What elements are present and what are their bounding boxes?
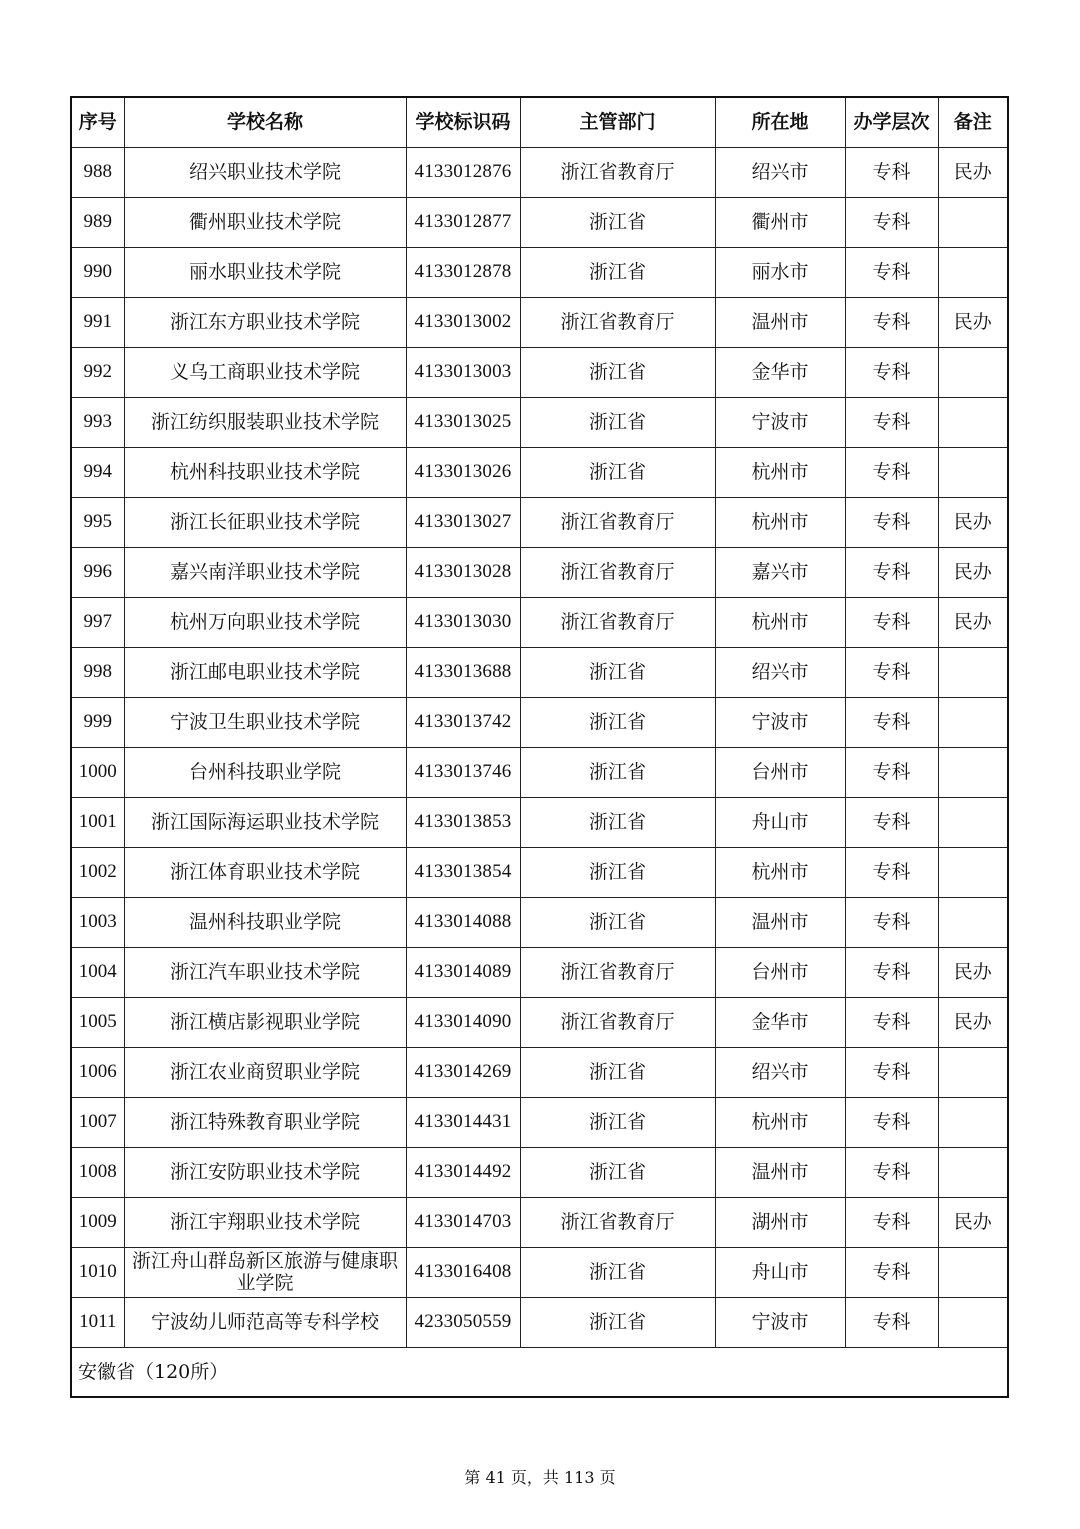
cell-index: 994 [71, 447, 124, 497]
cell-location: 温州市 [715, 297, 845, 347]
cell-location: 嘉兴市 [715, 547, 845, 597]
cell-school-code: 4233050559 [406, 1297, 520, 1347]
cell-department: 浙江省 [520, 847, 715, 897]
cell-remarks [938, 847, 1008, 897]
section-row [71, 1347, 1008, 1397]
header-level: 办学层次 [845, 97, 938, 147]
cell-school-name: 台州科技职业学院 [124, 747, 406, 797]
cell-school-name: 浙江邮电职业技术学院 [124, 647, 406, 697]
cell-department: 浙江省 [520, 697, 715, 747]
cell-school-name: 义乌工商职业技术学院 [124, 347, 406, 397]
cell-remarks: 民办 [938, 497, 1008, 547]
cell-department: 浙江省 [520, 1097, 715, 1147]
cell-location: 绍兴市 [715, 147, 845, 197]
cell-school-name: 浙江汽车职业技术学院 [124, 947, 406, 997]
cell-index: 999 [71, 697, 124, 747]
cell-location: 温州市 [715, 897, 845, 947]
cell-department: 浙江省 [520, 247, 715, 297]
table-row [71, 997, 1008, 1047]
page-footer: 第 41 页，共 113 页 [464, 1468, 616, 1487]
cell-remarks [938, 747, 1008, 797]
table-row [71, 847, 1008, 897]
table-row [71, 1097, 1008, 1147]
table-row [71, 947, 1008, 997]
table-row [71, 1297, 1008, 1347]
cell-index: 992 [71, 347, 124, 397]
cell-location: 宁波市 [715, 697, 845, 747]
table-row [71, 447, 1008, 497]
cell-level: 专科 [845, 1247, 938, 1297]
cell-department: 浙江省 [520, 797, 715, 847]
cell-school-name: 温州科技职业学院 [124, 897, 406, 947]
table-row [71, 597, 1008, 647]
cell-level: 专科 [845, 1197, 938, 1247]
cell-remarks [938, 697, 1008, 747]
header-school-name: 学校名称 [124, 97, 406, 147]
header-remarks: 备注 [938, 97, 1008, 147]
table-row [71, 397, 1008, 447]
table-row [71, 1247, 1008, 1297]
cell-index: 997 [71, 597, 124, 647]
cell-level: 专科 [845, 497, 938, 547]
cell-level: 专科 [845, 1047, 938, 1097]
table-row [71, 547, 1008, 597]
cell-school-code: 4133013854 [406, 847, 520, 897]
cell-location: 绍兴市 [715, 647, 845, 697]
cell-school-code: 4133013853 [406, 797, 520, 847]
cell-location: 金华市 [715, 347, 845, 397]
cell-location: 丽水市 [715, 247, 845, 297]
table-row [71, 897, 1008, 947]
cell-index: 1006 [71, 1047, 124, 1097]
table-row [71, 1197, 1008, 1247]
cell-location: 台州市 [715, 747, 845, 797]
cell-school-name: 浙江舟山群岛新区旅游与健康职业学院 [124, 1247, 406, 1297]
cell-index: 1011 [71, 1297, 124, 1347]
cell-department: 浙江省 [520, 1047, 715, 1097]
cell-school-code: 4133013002 [406, 297, 520, 347]
cell-school-code: 4133013688 [406, 647, 520, 697]
cell-department: 浙江省 [520, 1247, 715, 1297]
table-row [71, 647, 1008, 697]
cell-level: 专科 [845, 997, 938, 1047]
cell-remarks: 民办 [938, 547, 1008, 597]
table-row [71, 1047, 1008, 1097]
cell-department: 浙江省教育厅 [520, 297, 715, 347]
cell-school-name: 宁波幼儿师范高等专科学校 [124, 1297, 406, 1347]
cell-location: 金华市 [715, 997, 845, 1047]
section-label: 安徽省（120所） [71, 1347, 1008, 1397]
cell-school-code: 4133012876 [406, 147, 520, 197]
cell-level: 专科 [845, 1147, 938, 1197]
header-location: 所在地 [715, 97, 845, 147]
cell-index: 1009 [71, 1197, 124, 1247]
cell-department: 浙江省教育厅 [520, 497, 715, 547]
cell-school-name: 浙江体育职业技术学院 [124, 847, 406, 897]
cell-school-code: 4133014703 [406, 1197, 520, 1247]
cell-remarks [938, 897, 1008, 947]
table-row [71, 247, 1008, 297]
cell-remarks [938, 1297, 1008, 1347]
cell-location: 杭州市 [715, 1097, 845, 1147]
cell-index: 988 [71, 147, 124, 197]
cell-index: 1007 [71, 1097, 124, 1147]
cell-school-name: 丽水职业技术学院 [124, 247, 406, 297]
cell-level: 专科 [845, 597, 938, 647]
cell-remarks: 民办 [938, 947, 1008, 997]
cell-school-name: 绍兴职业技术学院 [124, 147, 406, 197]
cell-school-name: 浙江国际海运职业技术学院 [124, 797, 406, 847]
table-row [71, 347, 1008, 397]
table-row [71, 747, 1008, 797]
table-row [71, 197, 1008, 247]
cell-remarks [938, 647, 1008, 697]
cell-level: 专科 [845, 697, 938, 747]
cell-remarks [938, 197, 1008, 247]
cell-department: 浙江省教育厅 [520, 147, 715, 197]
cell-remarks [938, 1247, 1008, 1297]
cell-level: 专科 [845, 747, 938, 797]
cell-school-code: 4133014269 [406, 1047, 520, 1097]
cell-index: 996 [71, 547, 124, 597]
cell-school-code: 4133013030 [406, 597, 520, 647]
cell-index: 1001 [71, 797, 124, 847]
cell-department: 浙江省 [520, 197, 715, 247]
cell-school-name: 浙江宇翔职业技术学院 [124, 1197, 406, 1247]
school-list-table [70, 96, 1009, 1398]
table-row [71, 497, 1008, 547]
cell-location: 舟山市 [715, 1247, 845, 1297]
cell-school-name: 浙江特殊教育职业学院 [124, 1097, 406, 1147]
cell-remarks: 民办 [938, 597, 1008, 647]
cell-remarks: 民办 [938, 297, 1008, 347]
cell-remarks [938, 1047, 1008, 1097]
cell-department: 浙江省教育厅 [520, 947, 715, 997]
cell-level: 专科 [845, 347, 938, 397]
cell-school-name: 浙江横店影视职业学院 [124, 997, 406, 1047]
cell-school-name: 浙江农业商贸职业学院 [124, 1047, 406, 1097]
header-department: 主管部门 [520, 97, 715, 147]
cell-school-name: 嘉兴南洋职业技术学院 [124, 547, 406, 597]
cell-remarks [938, 397, 1008, 447]
cell-index: 1005 [71, 997, 124, 1047]
cell-remarks [938, 447, 1008, 497]
cell-index: 1010 [71, 1247, 124, 1297]
cell-location: 台州市 [715, 947, 845, 997]
cell-remarks [938, 247, 1008, 297]
cell-school-code: 4133014089 [406, 947, 520, 997]
cell-index: 993 [71, 397, 124, 447]
cell-remarks: 民办 [938, 147, 1008, 197]
cell-level: 专科 [845, 297, 938, 347]
cell-department: 浙江省 [520, 1297, 715, 1347]
table-row [71, 697, 1008, 747]
cell-index: 1008 [71, 1147, 124, 1197]
cell-location: 温州市 [715, 1147, 845, 1197]
cell-remarks [938, 797, 1008, 847]
table-row [71, 1147, 1008, 1197]
cell-index: 1002 [71, 847, 124, 897]
cell-remarks [938, 1097, 1008, 1147]
cell-location: 杭州市 [715, 597, 845, 647]
header-index: 序号 [71, 97, 124, 147]
cell-level: 专科 [845, 897, 938, 947]
cell-level: 专科 [845, 847, 938, 897]
cell-location: 绍兴市 [715, 1047, 845, 1097]
cell-index: 990 [71, 247, 124, 297]
cell-school-code: 4133012878 [406, 247, 520, 297]
cell-school-code: 4133014492 [406, 1147, 520, 1197]
cell-remarks: 民办 [938, 1197, 1008, 1247]
cell-school-name: 衢州职业技术学院 [124, 197, 406, 247]
table-row [71, 797, 1008, 847]
cell-location: 湖州市 [715, 1197, 845, 1247]
cell-location: 杭州市 [715, 447, 845, 497]
cell-index: 1000 [71, 747, 124, 797]
cell-level: 专科 [845, 947, 938, 997]
table-header-row [71, 97, 1008, 147]
cell-department: 浙江省教育厅 [520, 547, 715, 597]
cell-school-code: 4133013025 [406, 397, 520, 447]
cell-index: 1004 [71, 947, 124, 997]
cell-location: 杭州市 [715, 847, 845, 897]
cell-school-name: 浙江安防职业技术学院 [124, 1147, 406, 1197]
cell-location: 杭州市 [715, 497, 845, 547]
cell-school-name: 浙江纺织服装职业技术学院 [124, 397, 406, 447]
cell-level: 专科 [845, 447, 938, 497]
cell-level: 专科 [845, 247, 938, 297]
cell-level: 专科 [845, 1097, 938, 1147]
cell-location: 宁波市 [715, 1297, 845, 1347]
cell-location: 衢州市 [715, 197, 845, 247]
cell-school-code: 4133016408 [406, 1247, 520, 1297]
table-body [71, 147, 1008, 1397]
cell-level: 专科 [845, 547, 938, 597]
cell-school-name: 浙江东方职业技术学院 [124, 297, 406, 347]
cell-school-code: 4133013027 [406, 497, 520, 547]
table-row [71, 297, 1008, 347]
cell-index: 991 [71, 297, 124, 347]
cell-department: 浙江省 [520, 1147, 715, 1197]
cell-school-code: 4133013742 [406, 697, 520, 747]
cell-school-code: 4133012877 [406, 197, 520, 247]
cell-school-code: 4133014090 [406, 997, 520, 1047]
cell-level: 专科 [845, 797, 938, 847]
cell-department: 浙江省 [520, 897, 715, 947]
cell-remarks [938, 1147, 1008, 1197]
cell-school-name: 杭州科技职业技术学院 [124, 447, 406, 497]
cell-index: 989 [71, 197, 124, 247]
header-school-code: 学校标识码 [406, 97, 520, 147]
cell-school-code: 4133013028 [406, 547, 520, 597]
cell-department: 浙江省 [520, 347, 715, 397]
cell-school-code: 4133013003 [406, 347, 520, 397]
cell-department: 浙江省 [520, 647, 715, 697]
table-row [71, 147, 1008, 197]
cell-department: 浙江省 [520, 747, 715, 797]
cell-department: 浙江省教育厅 [520, 1197, 715, 1247]
cell-level: 专科 [845, 1297, 938, 1347]
cell-department: 浙江省教育厅 [520, 997, 715, 1047]
cell-index: 998 [71, 647, 124, 697]
cell-school-name: 宁波卫生职业技术学院 [124, 697, 406, 747]
cell-level: 专科 [845, 197, 938, 247]
cell-location: 舟山市 [715, 797, 845, 847]
cell-school-code: 4133013746 [406, 747, 520, 797]
cell-index: 1003 [71, 897, 124, 947]
cell-school-name: 杭州万向职业技术学院 [124, 597, 406, 647]
cell-school-code: 4133014431 [406, 1097, 520, 1147]
cell-department: 浙江省 [520, 397, 715, 447]
cell-location: 宁波市 [715, 397, 845, 447]
cell-remarks [938, 347, 1008, 397]
cell-level: 专科 [845, 647, 938, 697]
cell-school-name: 浙江长征职业技术学院 [124, 497, 406, 547]
cell-index: 995 [71, 497, 124, 547]
cell-level: 专科 [845, 147, 938, 197]
cell-department: 浙江省教育厅 [520, 597, 715, 647]
cell-school-code: 4133013026 [406, 447, 520, 497]
cell-school-code: 4133014088 [406, 897, 520, 947]
cell-remarks: 民办 [938, 997, 1008, 1047]
cell-department: 浙江省 [520, 447, 715, 497]
cell-level: 专科 [845, 397, 938, 447]
